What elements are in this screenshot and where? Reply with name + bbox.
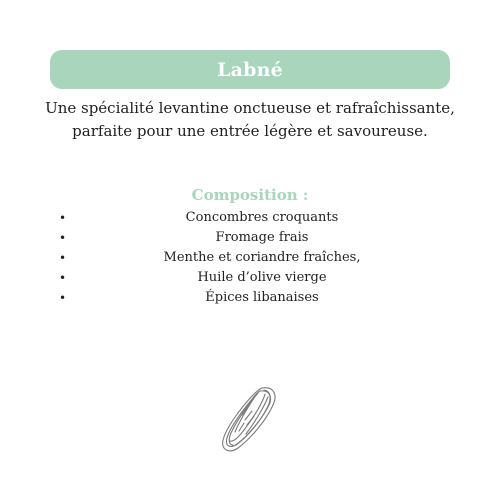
dish-description: Une spécialité levantine onctueuse et rafraîchissante, parfaite pour une entrée légère et savoureuse. [45, 99, 455, 140]
composition-heading: Composition : [191, 186, 309, 204]
dish-title: Labné [217, 58, 283, 81]
bullet-icon: • [59, 211, 67, 225]
list-item [0, 268, 500, 288]
cucumber-slice-icon [218, 385, 280, 453]
bullet-icon: • [59, 291, 67, 305]
ingredient-label: Menthe et coriandre fraîches, [163, 250, 361, 265]
ingredient-label: Huile d’olive vierge [197, 270, 327, 285]
bullet-icon: • [59, 251, 67, 265]
list-item [0, 248, 500, 268]
ingredient-list [0, 208, 500, 308]
bullet-icon: • [59, 271, 67, 285]
ingredient-label: Épices libanaises [205, 290, 319, 305]
list-item [0, 228, 500, 248]
list-item [0, 208, 500, 228]
list-item [0, 288, 500, 308]
title-banner [50, 50, 450, 89]
ingredient-label: Fromage frais [215, 230, 309, 245]
bullet-icon: • [59, 231, 67, 245]
ingredient-label: Concombres croquants [185, 210, 339, 225]
